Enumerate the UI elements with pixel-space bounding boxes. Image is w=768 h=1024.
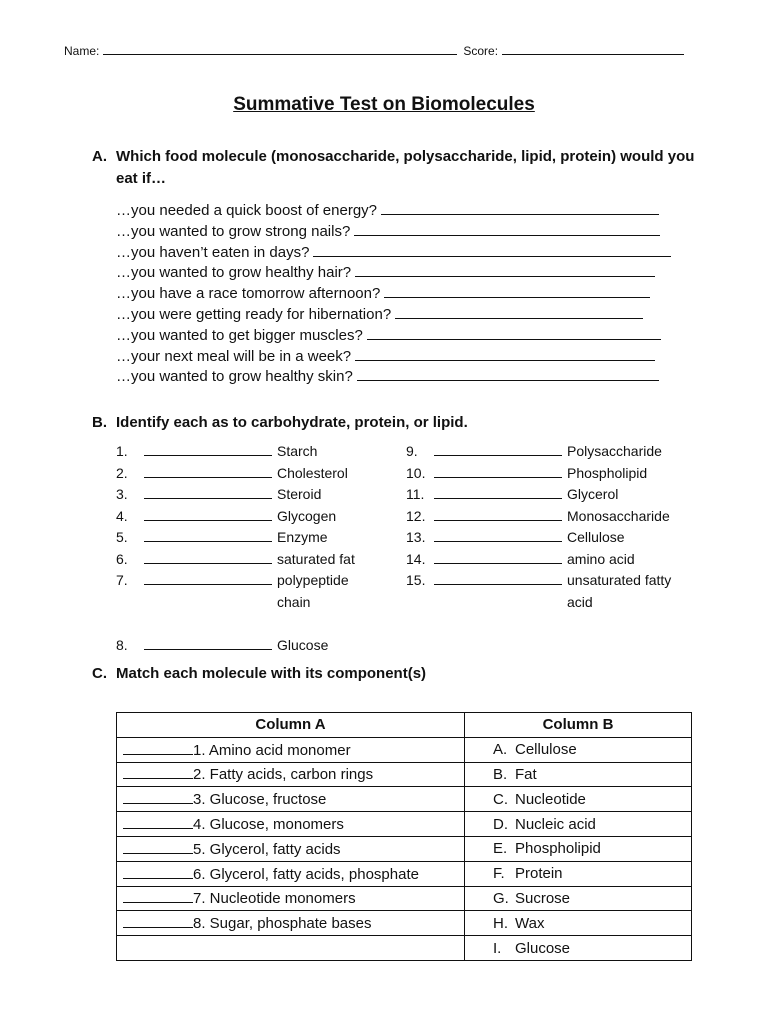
column-b-text: Wax [515,914,545,932]
column-a-text: 6. Glycerol, fatty acids, phosphate [193,865,419,883]
page-title: Summative Test on Biomolecules [233,94,535,115]
item-term: amino acid [567,550,635,567]
column-b-text: Phospholipid [515,840,601,858]
question-text: …you haven’t eaten in days? [116,243,310,261]
identify-item [406,463,697,485]
question-row [116,346,671,367]
item-term: Starch [277,443,318,459]
section-a-text: Which food molecule (monosaccharide, polysaccharide, lipid, protein) would you eat if… [116,148,695,187]
column-b-text: Sucrose [515,889,571,907]
table-row [117,737,692,762]
question-row [116,200,671,221]
item-number: 13. [406,529,426,545]
identify-item [116,570,407,613]
column-b-cell [465,812,692,837]
question-text: …your next meal will be in a week? [116,347,352,365]
column-b-cell [465,886,692,911]
item-number: 4. [116,507,128,524]
column-b-text: Protein [515,865,563,883]
section-a-questions [116,200,671,387]
answer-blank[interactable] [434,527,562,542]
question-row [116,366,671,387]
answer-blank[interactable] [144,463,272,478]
score-label: Score: [463,44,499,58]
table-row [117,812,692,837]
column-b-letter: D. [493,815,508,833]
column-a-cell [117,836,465,861]
column-b-cell [465,762,692,787]
column-b-letter: C. [493,790,508,808]
column-b-letter: A. [493,741,508,759]
item-term: Glycerol [567,486,619,502]
question-text: …you wanted to grow healthy skin? [116,368,353,386]
table-row [117,936,692,961]
item-term: saturated fat [277,550,355,567]
answer-blank[interactable] [313,242,671,257]
column-b-text: Nucleotide [515,790,586,808]
column-a-cell [117,737,465,762]
table-row [117,911,692,936]
question-text: …you wanted to grow healthy hair? [116,264,352,282]
match-blank[interactable] [123,815,193,829]
item-term: unsaturated fatty acid [567,572,672,610]
identify-item [406,506,697,528]
match-blank[interactable] [123,914,193,928]
section-b-left-column [116,441,407,656]
column-b-letter: F. [493,865,505,883]
identify-item [406,570,697,613]
table-row [117,861,692,886]
column-b-letter: E. [493,840,508,858]
item-number: 3. [116,486,128,502]
item-term: Glycogen [277,507,337,524]
column-a-text: 7. Nucleotide monomers [193,890,356,908]
column-b-text: Cellulose [515,741,577,759]
answer-blank[interactable] [144,549,272,564]
question-text: …you wanted to get bigger muscles? [116,326,363,344]
column-b-text: Glucose [515,939,571,957]
column-a-text: 2. Fatty acids, carbon rings [193,766,374,784]
column-b-letter: B. [493,765,508,783]
identify-item [116,484,407,506]
column-b-text: Fat [515,765,537,783]
question-row [116,283,671,304]
match-blank[interactable] [123,790,193,804]
section-c-letter: C. [92,665,107,682]
column-b-letter: H. [493,914,508,932]
match-blank[interactable] [123,741,193,755]
column-a-text: 3. Glucose, fructose [193,791,327,809]
answer-blank[interactable] [144,635,272,650]
answer-blank[interactable] [434,441,562,456]
header-line [64,44,696,58]
identify-item [116,463,407,485]
item-term: Polysaccharide [567,443,662,459]
score-field[interactable] [502,44,684,55]
section-b-right-column [406,441,697,613]
answer-blank[interactable] [144,527,272,542]
table-header-row [117,713,692,738]
answer-blank[interactable] [357,366,659,381]
question-row [116,221,671,242]
answer-blank[interactable] [434,506,562,521]
item-number: 14. [406,550,426,567]
answer-blank[interactable] [144,570,272,585]
answer-blank[interactable] [434,463,562,478]
column-b-cell [465,836,692,861]
item-term: Steroid [277,486,322,502]
match-blank[interactable] [123,765,193,779]
name-label: Name: [64,44,100,58]
column-a-cell [117,911,465,936]
item-number: 12. [406,507,426,524]
column-a-cell [117,812,465,837]
answer-blank[interactable] [367,325,661,340]
column-a-cell [117,886,465,911]
section-b-text: Identify each as to carbohydrate, protein, or lipid. [116,414,468,431]
item-term: Monosaccharide [567,507,670,524]
column-b-cell [465,936,692,961]
item-term: Enzyme [277,529,328,545]
identify-item [116,441,407,463]
identify-item [406,484,697,506]
item-number: 6. [116,550,128,567]
answer-blank[interactable] [355,262,655,277]
column-b-text: Nucleic acid [515,815,596,833]
answer-blank[interactable] [144,506,272,521]
column-b-cell [465,787,692,812]
answer-blank[interactable] [144,484,272,499]
column-a-text: 4. Glucose, monomers [193,816,344,834]
match-blank[interactable] [123,840,193,854]
identify-item [116,549,407,571]
column-a-text: 8. Sugar, phosphate bases [193,915,372,933]
answer-blank[interactable] [381,200,659,215]
table-row [117,886,692,911]
item-number: 10. [406,464,426,481]
column-b-header: Column B [465,713,692,738]
answer-blank[interactable] [434,570,562,585]
item-number: 7. [116,572,128,588]
item-number: 11. [406,486,425,502]
identify-item [116,527,407,549]
question-row [116,262,671,283]
item-term: polypeptide chain [277,572,349,610]
column-a-cell [117,936,465,961]
answer-blank[interactable] [354,221,660,236]
column-b-letter: I. [493,939,502,957]
matching-table [116,712,692,961]
identify-item [406,549,697,571]
question-text: …you needed a quick boost of energy? [116,202,378,219]
item-number: 1. [116,443,128,459]
match-blank[interactable] [123,889,193,903]
answer-blank[interactable] [355,346,655,361]
question-text: …you were getting ready for hibernation? [116,305,392,323]
item-term: Phospholipid [567,464,648,481]
item-term: Cholesterol [277,464,348,481]
identify-item [406,527,697,549]
item-term: Glucose [277,636,329,653]
answer-blank[interactable] [395,304,643,319]
item-number: 8. [116,636,128,653]
question-row [116,242,671,263]
answer-blank[interactable] [434,549,562,564]
item-number: 15. [406,572,426,588]
section-a-letter: A. [92,148,107,165]
question-text: …you have a race tomorrow afternoon? [116,285,381,303]
column-a-text: 5. Glycerol, fatty acids [193,840,341,858]
section-b-letter: B. [92,414,107,431]
column-a-text: 1. Amino acid monomer [193,741,351,759]
table-row [117,762,692,787]
column-b-cell [465,861,692,886]
name-field[interactable] [103,44,457,55]
identify-item [116,506,407,528]
question-row [116,325,671,346]
column-b-cell [465,911,692,936]
match-blank[interactable] [123,865,193,879]
identify-item [116,635,407,657]
column-a-cell [117,861,465,886]
item-term: Cellulose [567,529,625,545]
section-a-heading [92,146,706,190]
column-a-header: Column A [117,713,465,738]
answer-blank[interactable] [384,283,650,298]
section-c-heading [92,663,706,685]
table-row [117,787,692,812]
answer-blank[interactable] [434,484,562,499]
column-b-cell [465,737,692,762]
column-b-letter: G. [493,889,509,907]
identify-item [406,441,697,463]
item-number: 9. [406,443,418,459]
section-c-text: Match each molecule with its component(s) [116,665,427,682]
section-b-heading [92,412,706,434]
column-a-cell [117,762,465,787]
table-row [117,836,692,861]
question-row [116,304,671,325]
answer-blank[interactable] [144,441,272,456]
column-a-cell [117,787,465,812]
item-number: 5. [116,529,128,545]
question-text: …you wanted to grow strong nails? [116,222,351,240]
item-number: 2. [116,464,128,481]
